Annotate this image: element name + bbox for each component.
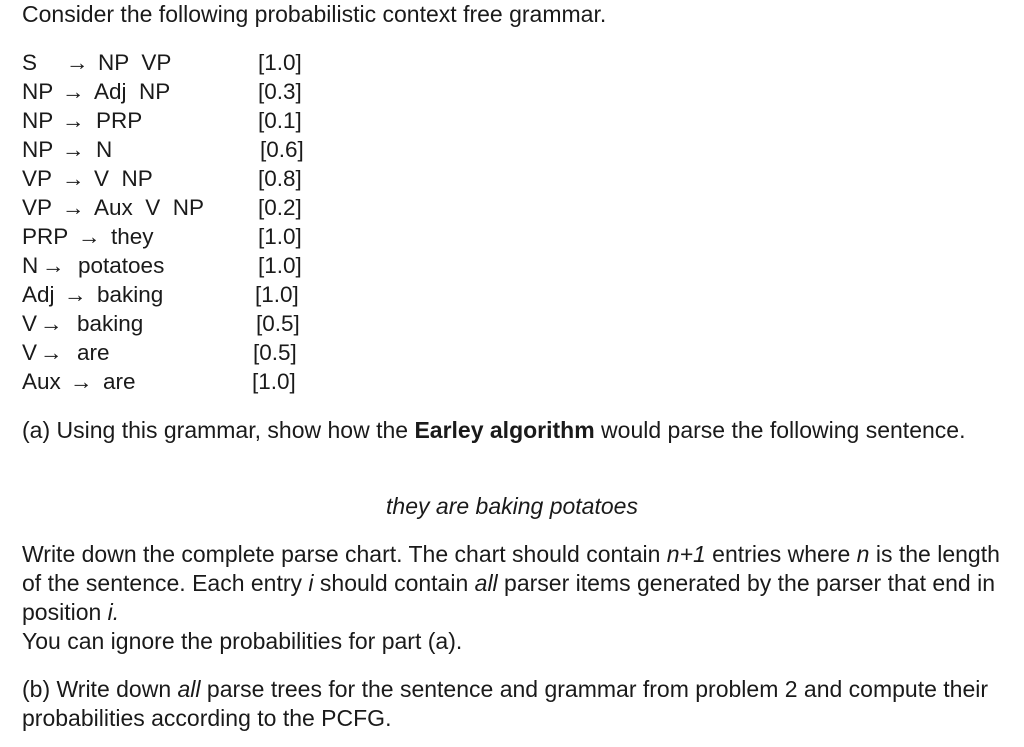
rule-probability: [0.2] <box>258 195 302 220</box>
instruction-text: parser items generated by the parser that end in position <box>22 570 996 625</box>
all-emphasis: all <box>474 570 498 596</box>
part-a-tail: would parse the following sentence. <box>594 417 966 443</box>
rule-probability: [0.6] <box>260 137 304 162</box>
rule-arrow: → <box>40 340 63 365</box>
rule-rhs: are <box>103 369 136 394</box>
rule-probability: [0.5] <box>253 340 297 365</box>
rule-lhs: S <box>22 50 38 75</box>
rule-rhs: baking <box>97 282 164 307</box>
rule-rhs: Aux V NP <box>94 195 205 220</box>
rule-probability: [0.8] <box>258 166 302 191</box>
rule-probability: [0.5] <box>256 311 300 336</box>
rule-lhs: VP <box>22 195 53 220</box>
rule-arrow: → <box>62 79 85 104</box>
rule-rhs: N <box>96 137 113 162</box>
rule-probability: [0.3] <box>258 79 302 104</box>
all-emphasis: all <box>177 676 201 702</box>
rule-lhs: N <box>22 253 39 278</box>
rule-arrow: → <box>62 195 85 220</box>
n-variable: n <box>856 541 870 567</box>
rule-rhs: baking <box>77 311 144 336</box>
rule-lhs: NP <box>22 108 54 133</box>
rule-arrow: → <box>64 282 87 307</box>
part-a-question <box>22 416 1007 445</box>
rule-lhs: V <box>22 311 38 336</box>
rule-arrow: → <box>62 137 85 162</box>
rule-probability: [1.0] <box>258 253 302 278</box>
instruction-text: should contain <box>313 570 475 596</box>
rule-rhs: Adj NP <box>94 79 171 104</box>
rule-arrow: → <box>66 50 89 75</box>
rule-lhs: Adj <box>22 282 55 307</box>
ignore-probabilities-note: You can ignore the probabilities for part (a). <box>22 628 463 654</box>
rule-arrow: → <box>70 369 93 394</box>
rule-rhs: are <box>77 340 110 365</box>
chart-instructions <box>22 540 1007 656</box>
rule-lhs: NP <box>22 79 54 104</box>
part-a-lead: (a) Using this grammar, show how the <box>22 417 415 443</box>
intro-text: Consider the following probabilistic context free grammar. <box>22 1 607 27</box>
rule-lhs: NP <box>22 137 54 162</box>
rule-arrow: → <box>62 166 85 191</box>
rule-lhs: Aux <box>22 369 61 394</box>
rule-rhs: PRP <box>96 108 143 133</box>
i-position: i. <box>107 599 120 625</box>
instruction-text: is the length of the sentence. Each entry <box>22 541 1000 596</box>
rule-lhs: VP <box>22 166 53 191</box>
rule-probability: [0.1] <box>258 108 302 133</box>
n-plus-one: n+1 <box>666 541 706 567</box>
earley-algorithm-term: Earley algorithm <box>414 417 595 443</box>
rule-probability: [1.0] <box>255 282 299 307</box>
rule-probability: [1.0] <box>258 224 302 249</box>
i-variable: i <box>308 570 314 596</box>
rule-arrow: → <box>62 108 85 133</box>
rule-probability: [1.0] <box>252 369 296 394</box>
rule-rhs: potatoes <box>78 253 165 278</box>
rule-arrow: → <box>78 224 101 249</box>
rule-lhs: V <box>22 340 38 365</box>
part-b-question <box>22 675 1007 733</box>
rule-lhs: PRP <box>22 224 69 249</box>
instruction-text: entries where <box>705 541 857 567</box>
rule-rhs: they <box>111 224 154 249</box>
rule-arrow: → <box>42 253 65 278</box>
part-b-tail: parse trees for the sentence and grammar from problem 2 and compute their probabilities according to the PCFG. <box>22 676 989 731</box>
part-b-lead: (b) Write down <box>22 676 178 702</box>
rule-arrow: → <box>40 311 63 336</box>
rule-rhs: NP VP <box>98 50 172 75</box>
instruction-text: Write down the complete parse chart. The chart should contain <box>22 541 667 567</box>
example-sentence: they are baking potatoes <box>386 493 638 519</box>
rule-rhs: V NP <box>94 166 153 191</box>
rule-probability: [1.0] <box>258 50 302 75</box>
